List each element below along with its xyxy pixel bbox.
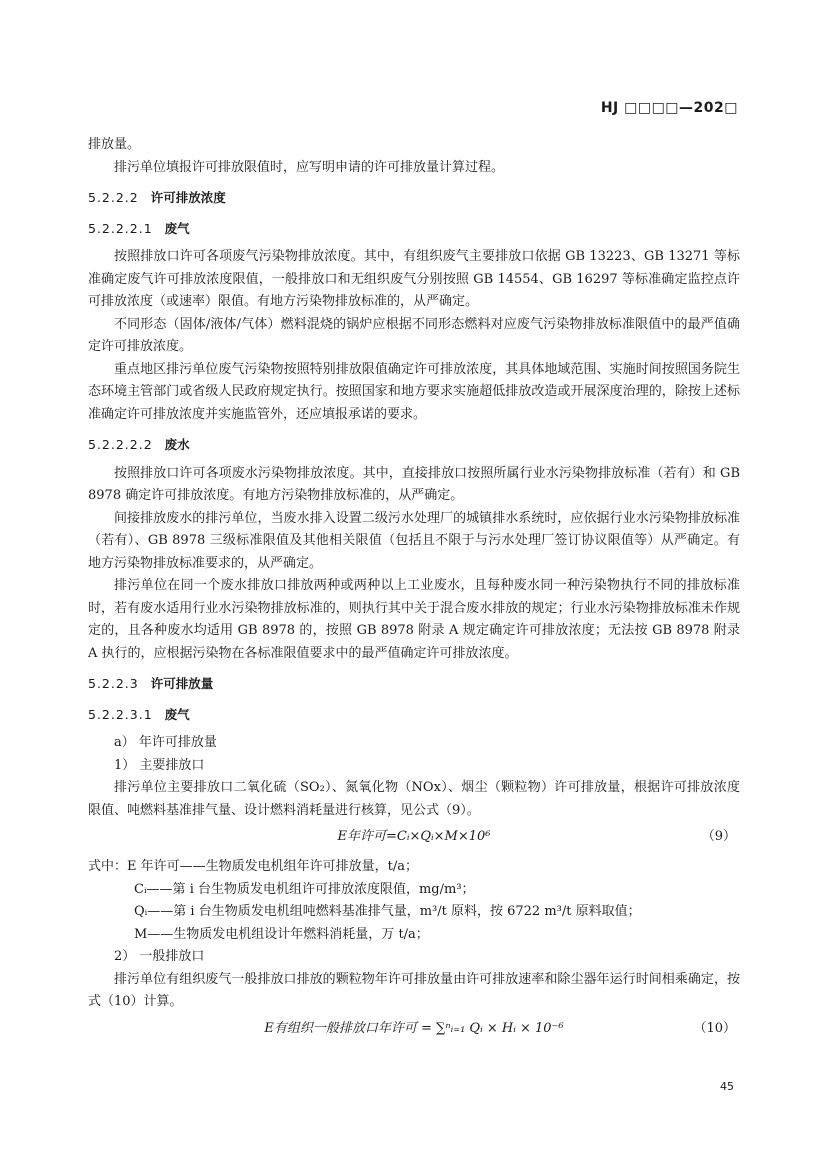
section-number: 5.2.2.3.1: [88, 706, 153, 722]
variable-definition: 式中：E 年许可——生物质发电机组年许可排放量，t/a；: [88, 859, 418, 874]
paragraph: 间接排放废水的排污单位，当废水排入设置二级污水处理厂的城镇排水系统时，应依据行业水污染物排放标准（若有）、GB 8978 三级标准限值及其他相关限值（包括且不限于与污水处理厂签订协议限值等）从严确定。有地方污染物排放标准要求的，从严确定。: [88, 510, 740, 571]
list-item: 2） 一般排放口: [114, 949, 205, 964]
section-title: 废气: [164, 220, 190, 236]
section-heading: [88, 704, 740, 727]
section-number: 5.2.2.3: [88, 676, 139, 691]
paragraph: 不同形态（固体/液体/气体）燃料混烧的锅炉应根据不同形态燃料对应废气污染物排放标准限值中的最严值确定许可排放浓度。: [88, 316, 740, 354]
section-title: 废气: [164, 706, 190, 722]
document-body: [88, 134, 740, 1048]
page-number: 45: [720, 1080, 734, 1093]
paragraph: 排污单位填报许可排放限值时，应写明申请的许可排放量计算过程。: [114, 159, 505, 175]
variable-definition: Cᵢ——第 i 台生物质发电机组许可排放浓度限值，mg/m³；: [134, 881, 475, 897]
variable-definition: Qᵢ——第 i 台生物质发电机组吨燃料基准排气量，m³/t 原料，按 6722 m³/t 原料取值；: [134, 904, 641, 919]
paragraph: 按照排放口许可各项废气污染物排放浓度。其中，有组织废气主要排放口依据 GB 13223、GB 13271 等标准确定废气许可排放浓度限值，一般排放口和无组织废气分别按照 GB 14554、GB 16297 等标准确定监控点许可排放浓度（或速率）限值。有地方污染物排放标准的，从严确定。: [88, 249, 740, 309]
formula-expression: E年许可=Cᵢ×Qᵢ×M×10⁶: [337, 829, 491, 844]
paragraph: 排污单位在同一个废水排放口排放两种或两种以上工业废水，且每种废水同一种污染物执行不同的排放标准时，若有废水适用行业水污染物排放标准的，则执行其中关于混合废水排放的规定；行业水污染物排放标准未作规定的，且各种废水均适用 GB 8978 的，按照 GB 8978 附录 A 规定确定许可排放浓度；无法按 GB 8978 附录 A 执行的，应根据污染物在各标准限值要求中的最严值确定许可排放浓度。: [88, 578, 740, 661]
section-heading: [88, 187, 740, 210]
list-item: a） 年许可排放量: [114, 735, 217, 750]
paragraph: 排污单位主要排放口二氧化硫（SO₂）、氮氧化物（NOx）、烟尘（颗粒物）许可排放量，根据许可排放浓度限值、吨燃料基准排气量、设计燃料消耗量进行核算，见公式（9）。: [88, 780, 740, 818]
formula: [88, 1018, 740, 1044]
section-title: 许可排放浓度: [150, 190, 226, 205]
section-number: 5.2.2.2: [88, 190, 139, 205]
section-title: 许可排放量: [150, 676, 214, 691]
section-title: 废水: [164, 437, 190, 452]
section-number: 5.2.2.2.2: [88, 437, 153, 452]
formula-expression: E有组织一般排放口年许可 = ∑ⁿᵢ₌₁ Qᵢ × Hᵢ × 10⁻⁶: [264, 1020, 564, 1036]
paragraph: 按照排放口许可各项废水污染物排放浓度。其中，直接排放口按照所属行业水污染物排放标准（若有）和 GB 8978 确定许可排放浓度。有地方污染物排放标准的，从严确定。: [88, 465, 740, 503]
formula: [88, 826, 740, 852]
list-item: 1） 主要排放口: [114, 757, 205, 773]
section-heading: [88, 218, 740, 241]
paragraph: 排放量。: [88, 137, 141, 152]
formula-number: （9）: [701, 829, 736, 844]
paragraph: 重点地区排污单位废气污染物按照特别排放限值确定许可排放浓度，其具体地域范围、实施时间按照国务院生态环境主管部门或省级人民政府规定执行。按照国家和地方要求实施超低排放改造或开展深度治理的，除按上述标准确定许可排放浓度并实施监管外，还应填报承诺的要求。: [88, 361, 740, 422]
section-heading: [88, 673, 740, 696]
section-heading: [88, 434, 740, 457]
section-number: 5.2.2.2.1: [88, 220, 153, 236]
variable-definition: M——生物质发电机组设计年燃料消耗量，万 t/a；: [134, 926, 429, 942]
paragraph: 排污单位有组织废气一般排放口排放的颗粒物年许可排放量由许可排放速率和除尘器年运行时间相乘确定，按式（10）计算。: [88, 971, 740, 1009]
variable-definitions: [88, 856, 740, 946]
formula-number: （10）: [693, 1020, 736, 1036]
standard-code-header: HJ □□□□—202□: [600, 100, 738, 116]
